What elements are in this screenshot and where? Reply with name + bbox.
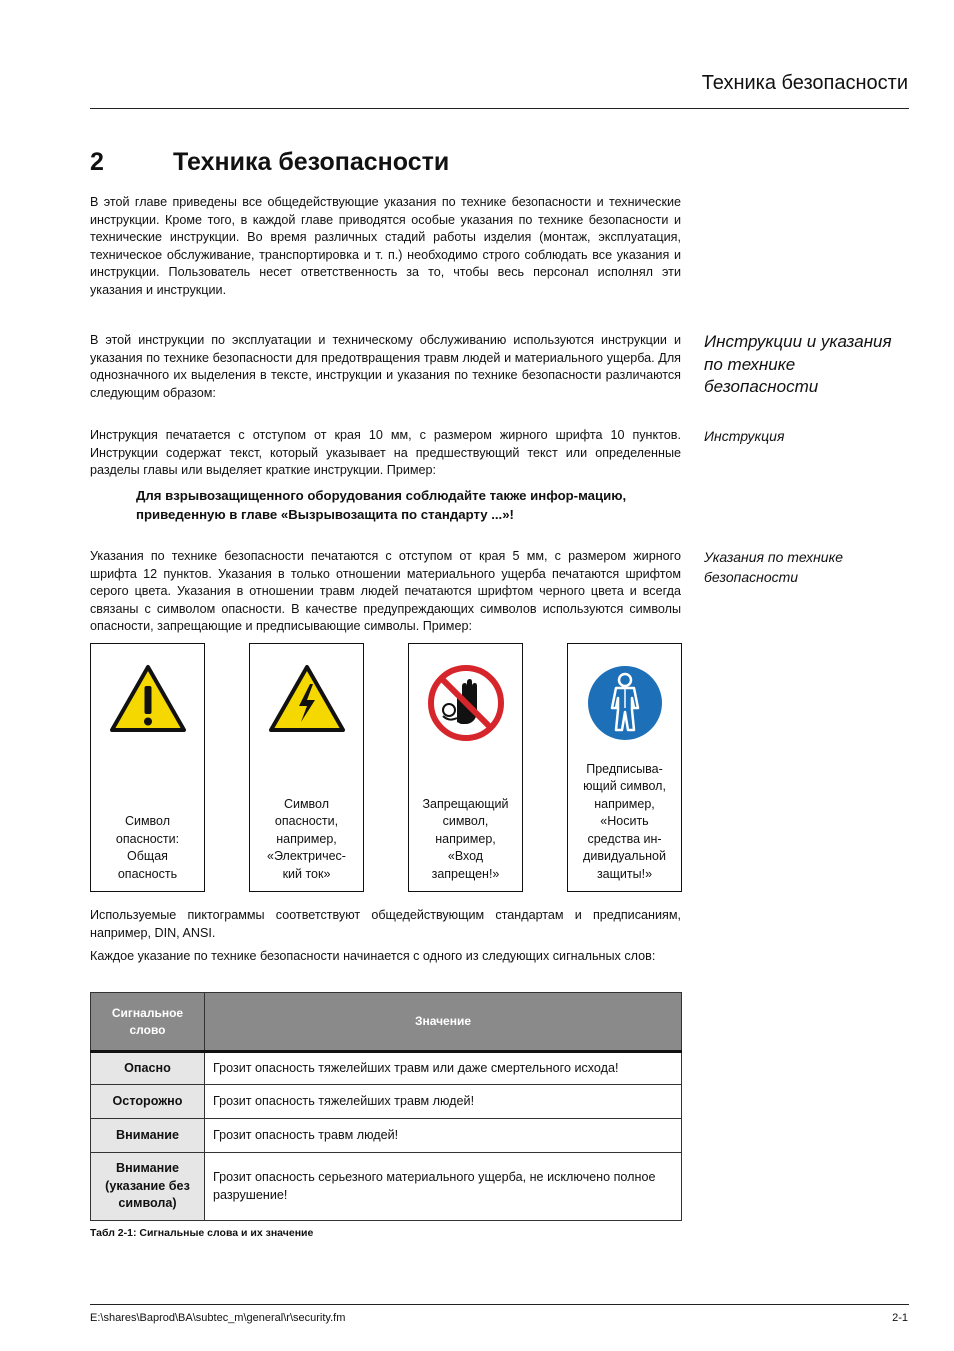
safety-paragraph: Указания по технике безопасности печатаются с отступом от края 5 мм, с размером жирного шрифта 12 пунктов. Указания в только отношении материального ущерба печатаются шрифтом серого цвета. Указания в отношении травм людей печатаются шрифтом черного цвета и всегда связаны с символом опасности. В качестве предупреждающих символов используются символы опасности, запрещающие и предписывающие символы. Пример: <box>90 549 681 634</box>
intro-paragraph: В этой главе приведены все общедействующие указания по технике безопасности и технические инструкции. Кроме того, в каждой главе приводятся особые указания по технике безопасности и технические инструкции. Во время различных стадий работы изделия (монтаж, эксплуатация, техническое обслуживание, транспортировка и т. п.) необходимо строго соблюдать все указания и инструкции. Пользователь несет ответственность за то, чтобы весь персонал исполнял эти указания и инструкции. <box>90 195 681 297</box>
table-row <box>91 1119 682 1153</box>
symbol-caption: Символ опасности, например, «Электричес- кий ток» <box>267 796 346 881</box>
header-rule <box>90 108 909 109</box>
symbol-box-protective-clothing <box>567 643 682 892</box>
chapter-number: 2 <box>90 148 104 176</box>
pictograms-paragraph: Используемые пиктограммы соответствуют общедействующим стандартам и предписаниям, например, DIN, ANSI. <box>90 908 681 940</box>
symbol-box-no-entry <box>408 643 523 892</box>
footer-file-path: E:\shares\Baprod\BA\subtec_m\general\r\security.fm <box>90 1312 346 1324</box>
symbol-box-electric-hazard <box>249 643 364 892</box>
signal-word-cell: Внимание <box>91 1119 205 1153</box>
signal-word-cell: Опасно <box>91 1052 205 1085</box>
table-row <box>91 1153 682 1221</box>
signal-word-cell: Внимание (указание без символа) <box>91 1153 205 1221</box>
signal-word-cell: Осторожно <box>91 1085 205 1119</box>
table-header-word: Сигнальное слово <box>91 993 205 1052</box>
protective-clothing-icon <box>586 664 664 742</box>
signal-meaning-cell: Грозит опасность травм людей! <box>205 1119 682 1153</box>
table-row <box>91 1085 682 1119</box>
electric-hazard-icon <box>268 664 346 734</box>
symbol-caption: Запрещающий символ, например, «Вход запрещен!» <box>422 796 509 881</box>
footer-page-number: 2-1 <box>892 1312 908 1324</box>
table-caption: Табл 2-1: Сигнальные слова и их значение <box>90 1227 314 1239</box>
instruction-example: Для взрывозащищенного оборудования соблюдайте также инфор-мацию, приведенную в главе «Вызрывозащита по стандарту ...»! <box>136 488 627 522</box>
side-note-safety: Указания по технике безопасности <box>704 549 843 585</box>
side-note-instructions: Инструкции и указания по технике безопасности <box>704 332 892 396</box>
usage-paragraph: В этой инструкции по эксплуатации и техническому обслуживанию используются инструкции и указания по технике безопасности для предотвращения травм людей и материального ущерба. Для однозначного их выделения в тексте, инструкции и указания по технике безопасности различаются следующим образом: <box>90 333 681 400</box>
general-danger-icon <box>109 664 187 734</box>
table-header-meaning: Значение <box>205 993 682 1052</box>
table-row <box>91 1052 682 1085</box>
running-header: Техника безопасности <box>701 72 908 94</box>
signal-meaning-cell: Грозит опасность тяжелейших травм или даже смертельного исхода! <box>205 1052 682 1085</box>
signal-meaning-cell: Грозит опасность серьезного материального ущерба, не исключено полное разрушение! <box>205 1153 682 1221</box>
signal-intro-paragraph: Каждое указание по технике безопасности начинается с одного из следующих сигнальных слов: <box>90 949 656 963</box>
symbol-caption: Предписыва- ющий символ, например, «Носить средства ин- дивидуальной защиты!» <box>583 761 666 881</box>
signal-words-table <box>90 992 682 1221</box>
no-entry-hand-icon <box>427 664 505 742</box>
table-header-row <box>91 993 682 1052</box>
instruction-paragraph: Инструкция печатается с отступом от края 10 мм, с размером жирного шрифта 10 пунктов. Инструкции содержат текст, который указывает на предшествующий текст или определенные разделы главы или выделяет краткие инструкции. Пример: <box>90 428 681 478</box>
symbol-box-general-danger <box>90 643 205 892</box>
chapter-title: Техника безопасности <box>173 148 450 176</box>
footer-rule <box>90 1304 909 1305</box>
symbol-caption: Символ опасности: Общая опасность <box>115 814 180 881</box>
side-note-instruction: Инструкция <box>704 428 785 444</box>
signal-meaning-cell: Грозит опасность тяжелейших травм людей! <box>205 1085 682 1119</box>
